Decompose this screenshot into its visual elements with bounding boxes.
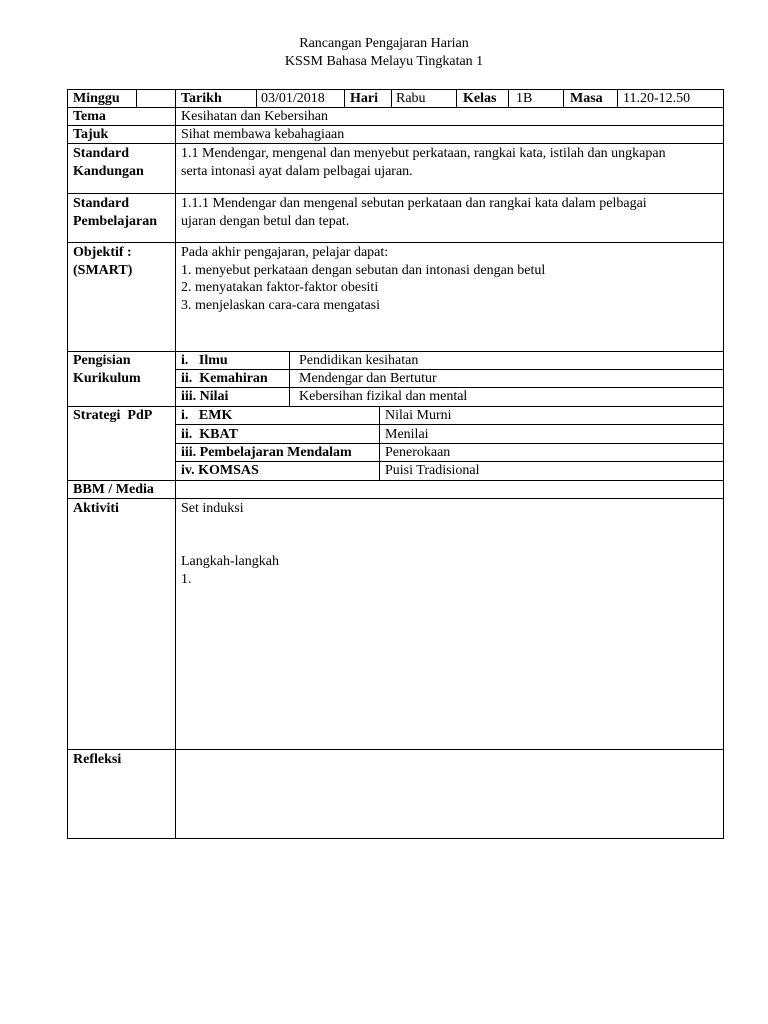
set-induksi-text: Set induksi bbox=[181, 501, 244, 516]
pengisian-key: i. Ilmu bbox=[181, 353, 228, 368]
objektif-line: Pada akhir pengajaran, pelajar dapat: bbox=[181, 245, 389, 260]
tarikh-value: 03/01/2018 bbox=[261, 91, 325, 106]
hari-value: Rabu bbox=[396, 91, 426, 106]
standard-kandungan-text-2: serta intonasi ayat dalam pelbagai ujaran. bbox=[181, 164, 413, 179]
objektif-label-2: (SMART) bbox=[73, 263, 133, 278]
standard-kandungan-text-1: 1.1 Mendengar, mengenal dan menyebut perkataan, rangkai kata, istilah dan ungkapan bbox=[181, 146, 666, 161]
pengisian-key: iii. Nilai bbox=[181, 389, 229, 404]
minggu-label: Minggu bbox=[73, 91, 120, 106]
masa-value: 11.20-12.50 bbox=[623, 91, 691, 106]
strategi-key: ii. KBAT bbox=[181, 427, 238, 442]
tema-value: Kesihatan dan Kebersihan bbox=[181, 109, 328, 124]
pengisian-key: ii. Kemahiran bbox=[181, 371, 268, 386]
masa-label: Masa bbox=[570, 91, 603, 106]
document-title: Rancangan Pengajaran Harian bbox=[299, 36, 469, 51]
langkah-text: Langkah-langkah bbox=[181, 554, 279, 569]
pengisian-label-2: Kurikulum bbox=[73, 371, 141, 386]
document-subtitle: KSSM Bahasa Melayu Tingkatan 1 bbox=[284, 54, 484, 69]
pengisian-value: Pendidikan kesihatan bbox=[299, 353, 419, 368]
strategi-value: Nilai Murni bbox=[385, 408, 452, 423]
pengisian-label-1: Pengisian bbox=[73, 353, 131, 368]
pengisian-value: Mendengar dan Bertutur bbox=[299, 371, 437, 386]
hari-label: Hari bbox=[350, 91, 378, 106]
step-number: 1. bbox=[181, 572, 192, 587]
objektif-label-1: Objektif : bbox=[73, 245, 132, 260]
objektif-line: 1. menyebut perkataan dengan sebutan dan intonasi dengan betul bbox=[181, 263, 546, 278]
refleksi-label: Refleksi bbox=[73, 752, 122, 767]
standard-kandungan-label-2: Kandungan bbox=[73, 164, 144, 179]
tarikh-label: Tarikh bbox=[181, 91, 222, 106]
kelas-label: Kelas bbox=[463, 91, 497, 106]
strategi-key: iv. KOMSAS bbox=[181, 463, 259, 478]
standard-pembelajaran-label-1: Standard bbox=[73, 196, 130, 211]
standard-kandungan-label-1: Standard bbox=[73, 146, 130, 161]
strategi-key: iii. Pembelajaran Mendalam bbox=[181, 445, 352, 460]
aktiviti-label: Aktiviti bbox=[73, 501, 119, 516]
strategi-value: Puisi Tradisional bbox=[385, 463, 480, 478]
standard-pembelajaran-text-2: ujaran dengan betul dan tepat. bbox=[181, 214, 350, 229]
objektif-line: 3. menjelaskan cara-cara mengatasi bbox=[181, 298, 381, 313]
kelas-value: 1B bbox=[516, 91, 533, 106]
strategi-label: Strategi PdP bbox=[73, 408, 153, 423]
strategi-value: Penerokaan bbox=[385, 445, 451, 460]
standard-pembelajaran-label-2: Pembelajaran bbox=[73, 214, 157, 229]
standard-pembelajaran-text-1: 1.1.1 Mendengar dan mengenal sebutan perkataan dan rangkai kata dalam pelbagai bbox=[181, 196, 647, 211]
pengisian-value: Kebersihan fizikal dan mental bbox=[299, 389, 468, 404]
objektif-line: 2. menyatakan faktor-faktor obesiti bbox=[181, 280, 379, 295]
tajuk-label: Tajuk bbox=[73, 127, 109, 142]
tajuk-value: Sihat membawa kebahagiaan bbox=[181, 127, 345, 142]
tema-label: Tema bbox=[73, 109, 106, 124]
strategi-value: Menilai bbox=[385, 427, 429, 442]
strategi-key: i. EMK bbox=[181, 408, 233, 423]
bbm-label: BBM / Media bbox=[73, 482, 154, 497]
